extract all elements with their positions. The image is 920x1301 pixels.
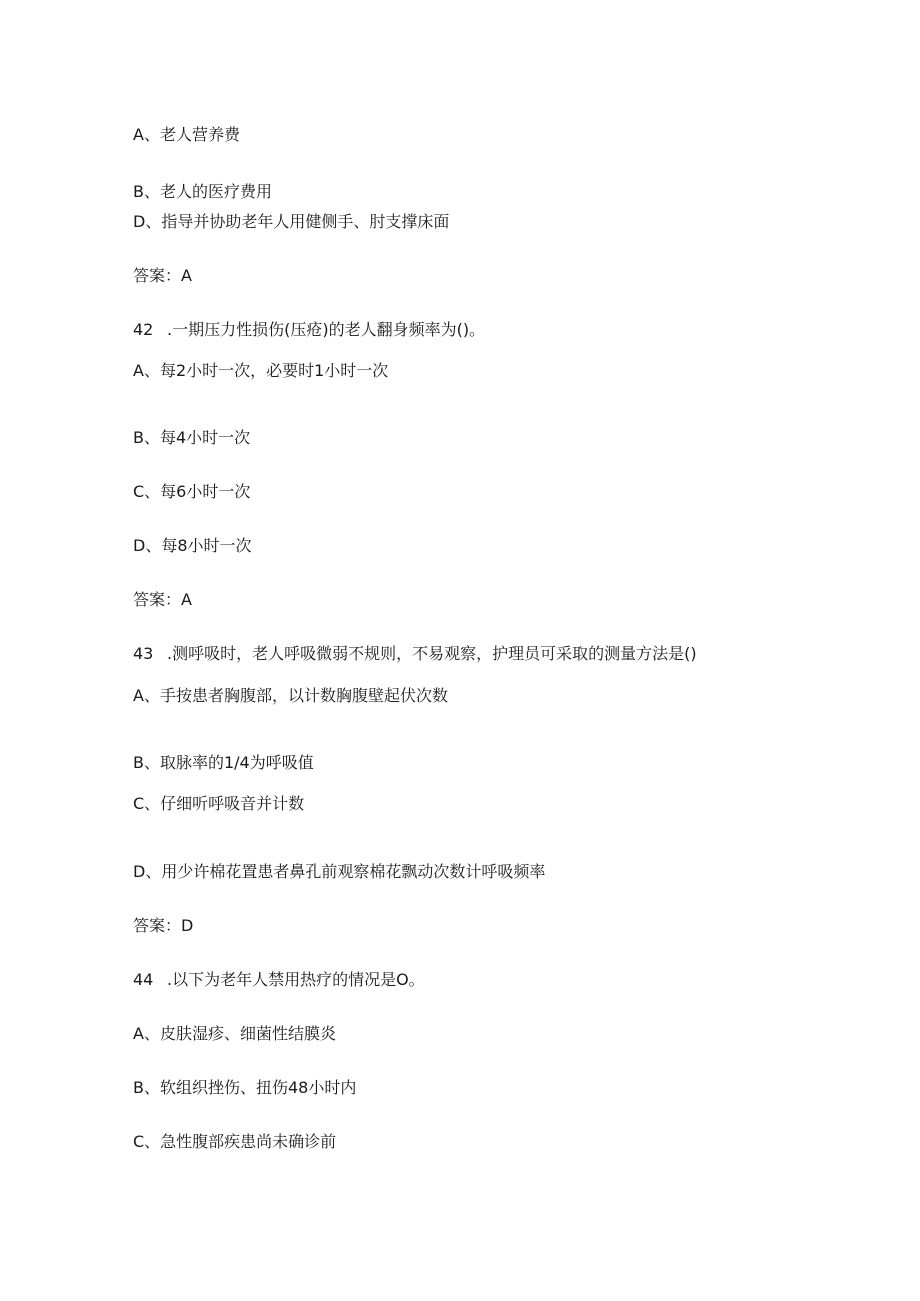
question-44 [133, 970, 425, 990]
question-text: .一期压力性损伤(压疮)的老人翻身频率为()。 [167, 320, 486, 339]
question-number: 43 [133, 644, 154, 663]
option-b-every-4-hours: B、每4小时一次 [133, 428, 251, 447]
answer-41: 答案：A [133, 266, 192, 285]
question-42 [133, 320, 485, 340]
option-a-nutrition-fee: A、老人营养费 [133, 125, 240, 144]
option-a-hand-on-chest: A、手按患者胸腹部，以计数胸腹壁起伏次数 [133, 686, 448, 705]
option-b-sprain-48h: B、软组织挫伤、扭伤48小时内 [133, 1078, 357, 1097]
answer-43: 答案：D [133, 916, 194, 935]
question-text: .测呼吸时，老人呼吸微弱不规则，不易观察，护理员可采取的测量方法是() [167, 644, 697, 663]
question-text: .以下为老年人禁用热疗的情况是O。 [167, 970, 425, 989]
option-c-every-6-hours: C、每6小时一次 [133, 482, 251, 501]
question-43 [133, 644, 697, 664]
question-number: 42 [133, 320, 154, 339]
option-b-quarter-pulse: B、取脉率的1/4为呼吸值 [133, 753, 314, 772]
question-number: 44 [133, 970, 154, 989]
option-d-every-8-hours: D、每8小时一次 [133, 536, 252, 555]
answer-42: 答案：A [133, 590, 192, 609]
option-a-every-2-hours: A、每2小时一次，必要时1小时一次 [133, 361, 389, 380]
option-b-medical-expenses: B、老人的医疗费用 [133, 182, 272, 201]
option-d-cotton-at-nostril: D、用少许棉花置患者鼻孔前观察棉花飘动次数计呼吸频率 [133, 862, 546, 881]
option-c-listen-breath: C、仔细听呼吸音并计数 [133, 794, 305, 813]
option-c-acute-abdomen: C、急性腹部疾患尚未确诊前 [133, 1132, 337, 1151]
option-d-assist-elbow-support: D、指导并协助老年人用健侧手、肘支撑床面 [133, 212, 450, 231]
option-a-eczema-conjunctivitis: A、皮肤湿疹、细菌性结膜炎 [133, 1024, 336, 1043]
